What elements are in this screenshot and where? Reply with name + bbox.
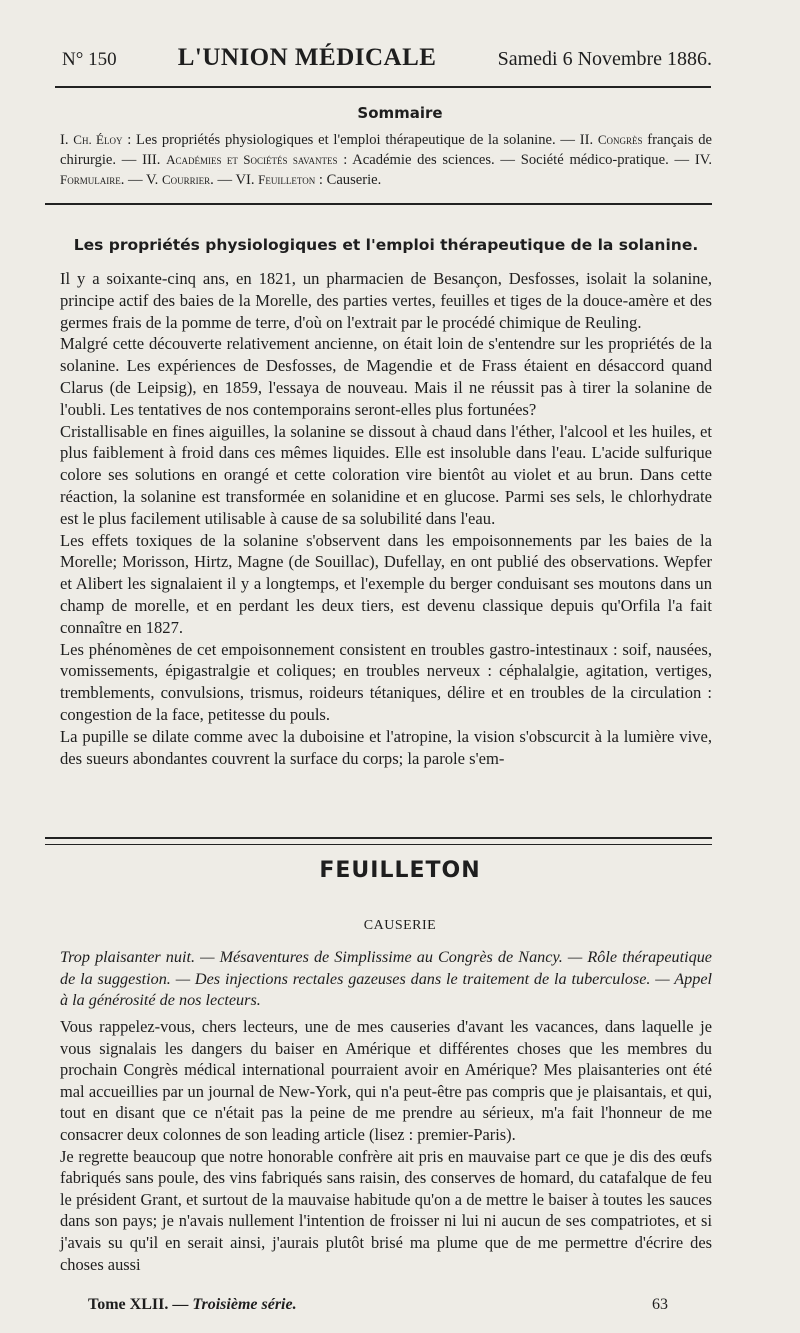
sommaire-title: Sommaire: [357, 104, 443, 122]
page-number: 63: [652, 1296, 668, 1313]
sommaire-item: IV. Formulaire. —: [60, 152, 712, 188]
sommaire-item: I. Ch. Éloy : Les propriétés physiologiques et l'emploi thérapeutique de la solanine. —: [60, 132, 580, 148]
sommaire-list: [60, 130, 712, 190]
feuilleton-paragraph: Je regrette beaucoup que notre honorable confrère ait pris en mauvaise part ce que je dis des œufs fabriqués sans poule, des vins fabriqués sans raisin, des conserves de homard, du catafalque de feu le président Grant, et surtout de la mauvaise habitude qu'on a de mettre le baiser à toutes les sauces dans son pays; je n'avais nullement l'intention de froisser ni lui ni aucun de ses compatriotes, et si j'avais su qu'il en serait ainsi, j'aurais plutôt brisé ma plume que de me permettre d'écrire des choses aussi: [60, 1146, 712, 1274]
article-paragraph: Les effets toxiques de la solanine s'observent dans les empoisonnements par les baies de la Morelle; Morisson, Hirtz, Magne (de Souillac), Dufellay, en ont publié des observations. Wepfer et Alibert les signalaient il y a longtemps, et l'exemple du berger conduisant ses moutons dans un champ de morelle, et en perdant les deux tiers, est devenu classique depuis qu'Orfila l'a fait connaître en 1827.: [60, 530, 712, 637]
header-rule: [55, 86, 711, 88]
sommaire-item: VI. Feuilleton : Causerie.: [235, 172, 382, 188]
feuilleton-title: FEUILLETON: [319, 858, 481, 883]
feuilleton-paragraph: Vous rappelez-vous, chers lecteurs, une de mes causeries d'avant les vacances, dans laquelle je vous signalais les dangers du baiser en Amérique et différentes choses que les membres du prochain Congrès médical international pourraient avoir en Amérique? Mes plaisanteries ont été mal accueillies par un journal de New-York, qui n'a peut-être pas compris que je plaisantais, et qui, tout en disant que ce n'était pas la peine de me prendre au sérieux, m'a fait l'honneur de me consacrer deux colonnes de son leading article (lisez : premier-Paris).: [60, 1017, 712, 1144]
article-paragraph: Il y a soixante-cinq ans, en 1821, un pharmacien de Besançon, Desfosses, isolait la solanine, principe actif des baies de la Morelle, des parties vertes, feuilles et tiges de la douce-amère et des germes frais de la pomme de terre, d'où on l'extrait par le procédé chimique de Reuling.: [60, 269, 712, 332]
feuilleton-rule: [45, 837, 712, 845]
sommaire-item: II. Congrès français de chirurgie. —: [60, 132, 713, 168]
masthead: [62, 44, 712, 80]
journal-title: L'UNION MÉDICALE: [177, 44, 437, 71]
sommaire-item: III. Académies et Sociétés savantes : Académie des sciences. — Société médico-pratique. —: [142, 152, 695, 168]
issue-date: Samedi 6 Novembre 1886.: [497, 48, 712, 70]
article-body: [60, 268, 712, 769]
section-rule: [45, 203, 712, 205]
feuilleton-body: [60, 1016, 712, 1275]
causerie-heading: CAUSERIE: [363, 918, 437, 933]
article-paragraph: Malgré cette découverte relativement ancienne, on était loin de s'entendre sur les propriétés de la solanine. Les expériences de Desfosses, de Magendie et de Frass étaient en désaccord quand Clarus (de Leipsig), en 1859, l'essaya de nouveau. Mais il ne réussit pas à tirer la solanine de l'oubli. Les tentatives de nos contemporains seront-elles plus fortunées?: [60, 334, 712, 419]
page-footer: [88, 1296, 668, 1314]
article-paragraph: La pupille se dilate comme avec la duboisine et l'atropine, la vision s'obscurcit à la lumière vive, des sueurs abondantes couvrent la surface du corps; la parole s'em-: [60, 726, 712, 768]
causerie-summary: Trop plaisanter nuit. — Mésaventures de Simplissime au Congrès de Nancy. — Rôle thérapeutique de la suggestion. — Des injections rectales gazeuses dans le traitement de la tuberculose. — Appel à la générosité de nos lecteurs.: [60, 948, 712, 1009]
article-title: Les propriétés physiologiques et l'emploi thérapeutique de la solanine.: [73, 236, 699, 254]
volume-series: Tome XLII. — Troisième série.: [88, 1296, 297, 1313]
article-paragraph: Cristallisable en fines aiguilles, la solanine se dissout à chaud dans l'éther, l'alcool et les huiles, et plus faiblement à froid dans ces mêmes liquides. Elle est insoluble dans l'eau. L'acide sulfurique colore ses solutions en orangé et cette coloration vire bientôt au violet et au brun. Dans cette réaction, la solanine est transformée en solanidine et en glucose. Parmi ses sels, le chlorhydrate est le plus facilement utilisable à cause de sa solubilité dans l'eau.: [60, 421, 712, 528]
sommaire-item: V. Courrier. —: [146, 172, 236, 188]
article-paragraph: Les phénomènes de cet empoisonnement consistent en troubles gastro-intestinaux : soif, nausées, vomissements, épigastralgie et coliques; en troubles nerveux : céphalalgie, agitation, vertiges, tremblements, convulsions, trismus, roideurs tétaniques, délire et en troubles de la circulation : congestion de la face, petitesse du pouls.: [60, 639, 712, 724]
issue-number: N° 150: [62, 49, 117, 70]
